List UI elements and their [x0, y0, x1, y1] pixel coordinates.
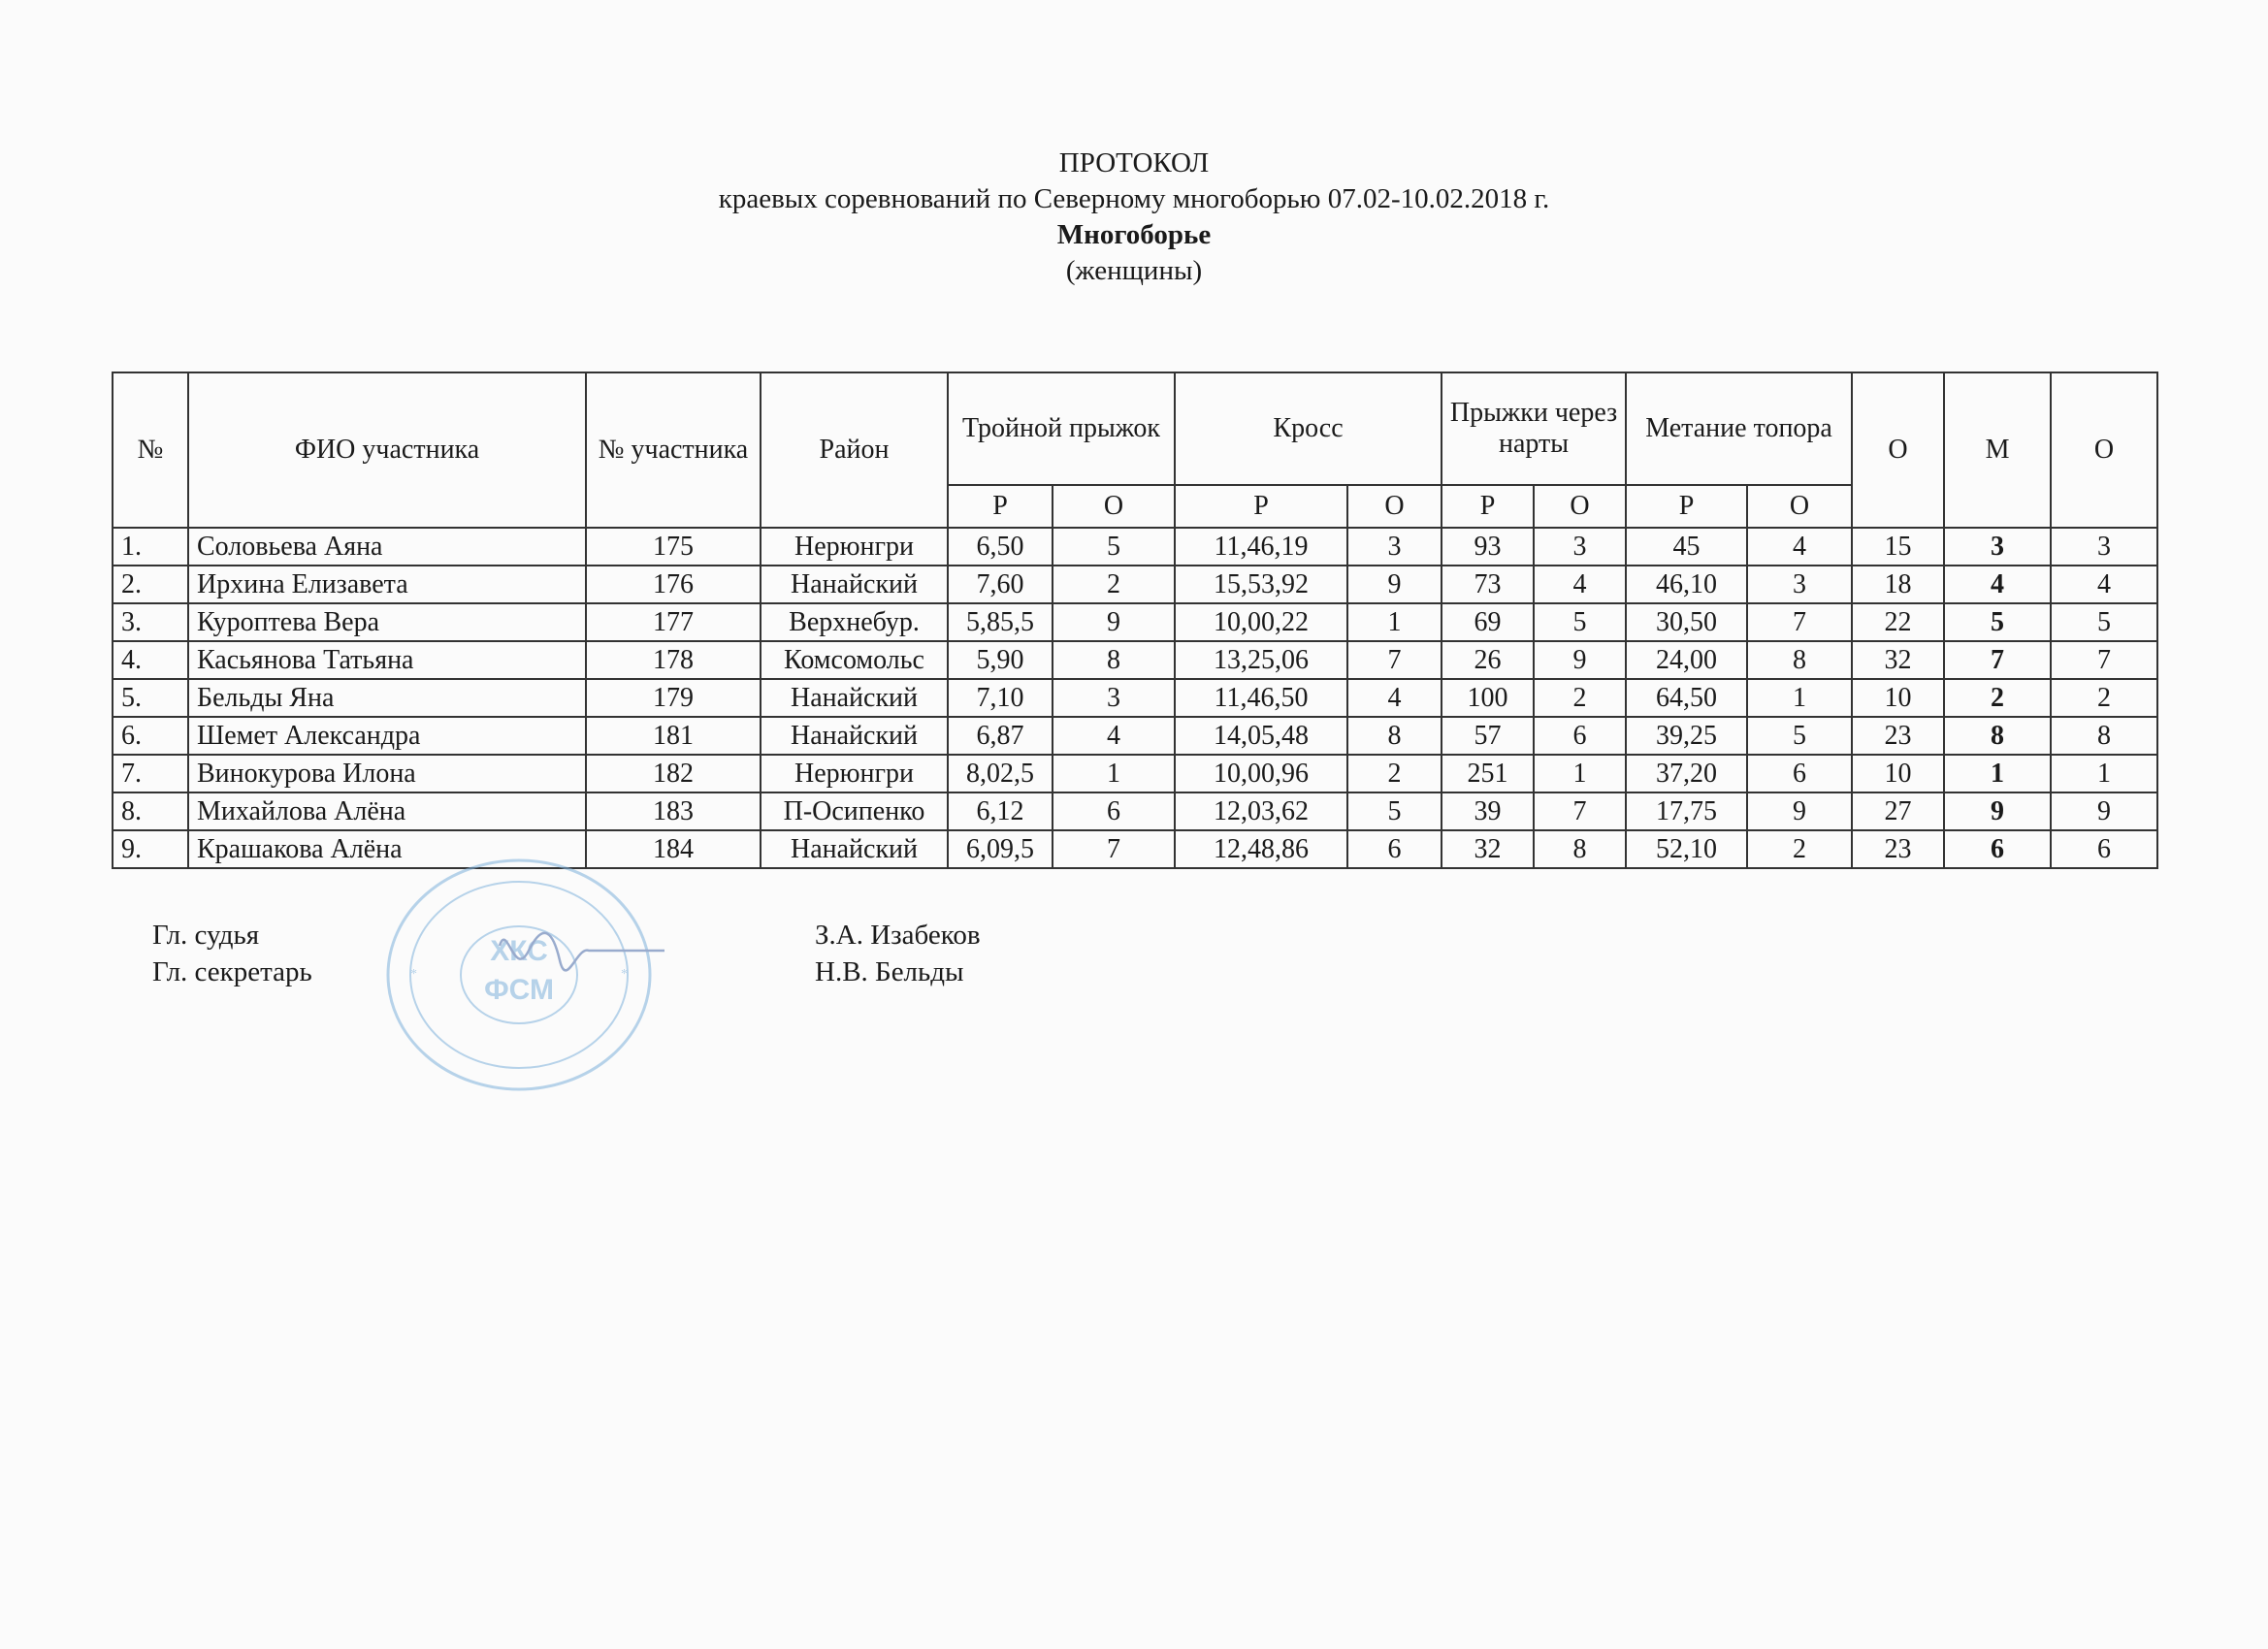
cell-final-points: 2: [2051, 679, 2157, 717]
cell-cross-points: 7: [1347, 641, 1442, 679]
cell-bib-number: 175: [586, 528, 761, 566]
cell-triple-jump-result: 6,12: [948, 792, 1053, 830]
official-stamp: [383, 854, 684, 1096]
table-row: [113, 717, 2157, 755]
cell-district: Нанайский: [761, 566, 948, 603]
svg-text:*: *: [410, 967, 417, 982]
cell-axe-throw-points: 4: [1747, 528, 1852, 566]
table-row: [113, 528, 2157, 566]
header-bib: № участника: [586, 372, 761, 528]
cell-participant-name: Касьянова Татьяна: [188, 641, 586, 679]
cell-cross-points: 2: [1347, 755, 1442, 792]
cell-participant-name: Винокурова Илона: [188, 755, 586, 792]
cell-district: Нанайский: [761, 830, 948, 868]
cell-final-points: 3: [2051, 528, 2157, 566]
cell-axe-throw-points: 1: [1747, 679, 1852, 717]
cell-cross-points: 5: [1347, 792, 1442, 830]
table-row: [113, 679, 2157, 717]
cell-final-points: 7: [2051, 641, 2157, 679]
cell-final-points: 4: [2051, 566, 2157, 603]
cell-sled-jump-points: 3: [1534, 528, 1626, 566]
cell-place: 9: [1944, 792, 2051, 830]
cell-total-points: 32: [1852, 641, 1944, 679]
cell-sled-jump-result: 57: [1442, 717, 1534, 755]
cell-row-number: 6.: [113, 717, 188, 755]
cell-final-points: 8: [2051, 717, 2157, 755]
cell-axe-throw-result: 37,20: [1626, 755, 1747, 792]
cell-place: 3: [1944, 528, 2051, 566]
cell-axe-throw-result: 45: [1626, 528, 1747, 566]
stamp-text-2: ФСМ: [484, 974, 554, 1006]
cell-place: 1: [1944, 755, 2051, 792]
cell-final-points: 9: [2051, 792, 2157, 830]
document-title: ПРОТОКОЛ: [1058, 147, 1210, 178]
cell-row-number: 1.: [113, 528, 188, 566]
cell-triple-jump-points: 9: [1053, 603, 1175, 641]
cell-cross-points: 3: [1347, 528, 1442, 566]
header-final-points: О: [2051, 372, 2157, 528]
cell-sled-jump-points: 4: [1534, 566, 1626, 603]
cell-total-points: 10: [1852, 679, 1944, 717]
stamp-text-1: ХКС: [490, 935, 548, 967]
cell-axe-throw-points: 8: [1747, 641, 1852, 679]
cell-bib-number: 179: [586, 679, 761, 717]
cell-place: 2: [1944, 679, 2051, 717]
cell-participant-name: Крашакова Алёна: [188, 830, 586, 868]
cell-sled-jump-points: 9: [1534, 641, 1626, 679]
cell-bib-number: 181: [586, 717, 761, 755]
cell-triple-jump-result: 6,09,5: [948, 830, 1053, 868]
cell-triple-jump-points: 7: [1053, 830, 1175, 868]
cell-total-points: 23: [1852, 830, 1944, 868]
cell-bib-number: 182: [586, 755, 761, 792]
subheader-result: Р: [1626, 485, 1747, 528]
cell-triple-jump-result: 7,10: [948, 679, 1053, 717]
table-row: [113, 755, 2157, 792]
cell-total-points: 10: [1852, 755, 1944, 792]
cell-bib-number: 184: [586, 830, 761, 868]
cell-axe-throw-result: 64,50: [1626, 679, 1747, 717]
cell-participant-name: Куроптева Вера: [188, 603, 586, 641]
cell-axe-throw-result: 30,50: [1626, 603, 1747, 641]
cell-sled-jump-result: 26: [1442, 641, 1534, 679]
cell-row-number: 9.: [113, 830, 188, 868]
chief-secretary-label: Гл. секретарь: [152, 956, 312, 987]
cell-cross-result: 15,53,92: [1175, 566, 1347, 603]
cell-axe-throw-points: 2: [1747, 830, 1852, 868]
cell-cross-result: 13,25,06: [1175, 641, 1347, 679]
cell-district: Нанайский: [761, 679, 948, 717]
cell-axe-throw-result: 24,00: [1626, 641, 1747, 679]
cell-cross-result: 10,00,96: [1175, 755, 1347, 792]
cell-participant-name: Шемет Александра: [188, 717, 586, 755]
subheader-result: Р: [948, 485, 1053, 528]
header-axe-throw: Метание топора: [1626, 372, 1852, 485]
header-district: Район: [761, 372, 948, 528]
cell-triple-jump-points: 3: [1053, 679, 1175, 717]
cell-triple-jump-result: 5,85,5: [948, 603, 1053, 641]
cell-axe-throw-result: 52,10: [1626, 830, 1747, 868]
cell-sled-jump-result: 100: [1442, 679, 1534, 717]
cell-row-number: 3.: [113, 603, 188, 641]
subheader-points: О: [1053, 485, 1175, 528]
cell-triple-jump-result: 6,87: [948, 717, 1053, 755]
cell-district: П-Осипенко: [761, 792, 948, 830]
cell-sled-jump-result: 251: [1442, 755, 1534, 792]
cell-final-points: 6: [2051, 830, 2157, 868]
cell-participant-name: Ирхина Елизавета: [188, 566, 586, 603]
cell-district: Комсомольс: [761, 641, 948, 679]
cell-triple-jump-points: 5: [1053, 528, 1175, 566]
subheader-points: О: [1347, 485, 1442, 528]
cell-participant-name: Михайлова Алёна: [188, 792, 586, 830]
cell-bib-number: 177: [586, 603, 761, 641]
cell-cross-points: 8: [1347, 717, 1442, 755]
cell-district: Нерюнгри: [761, 528, 948, 566]
cell-total-points: 23: [1852, 717, 1944, 755]
header-num: №: [113, 372, 188, 528]
cell-place: 4: [1944, 566, 2051, 603]
chief-secretary-name: Н.В. Бельды: [815, 956, 964, 987]
cell-axe-throw-points: 7: [1747, 603, 1852, 641]
cell-triple-jump-result: 6,50: [948, 528, 1053, 566]
chief-judge-label: Гл. судья: [152, 920, 260, 951]
header-cross: Кросс: [1175, 372, 1442, 485]
cell-participant-name: Соловьева Аяна: [188, 528, 586, 566]
cell-row-number: 5.: [113, 679, 188, 717]
header-place: М: [1944, 372, 2051, 528]
cell-participant-name: Бельды Яна: [188, 679, 586, 717]
cell-cross-points: 6: [1347, 830, 1442, 868]
cell-cross-points: 1: [1347, 603, 1442, 641]
subheader-points: О: [1534, 485, 1626, 528]
cell-axe-throw-points: 9: [1747, 792, 1852, 830]
cell-axe-throw-points: 3: [1747, 566, 1852, 603]
cell-total-points: 22: [1852, 603, 1944, 641]
header-sled-jump: Прыжки через нарты: [1442, 372, 1626, 485]
cell-axe-throw-result: 17,75: [1626, 792, 1747, 830]
cell-row-number: 8.: [113, 792, 188, 830]
cell-axe-throw-points: 5: [1747, 717, 1852, 755]
table-row: [113, 792, 2157, 830]
cell-row-number: 2.: [113, 566, 188, 603]
subheader-result: Р: [1442, 485, 1534, 528]
cell-final-points: 1: [2051, 755, 2157, 792]
results-table: [112, 372, 2158, 869]
signatures: [0, 917, 2268, 990]
cell-cross-result: 10,00,22: [1175, 603, 1347, 641]
cell-triple-jump-points: 8: [1053, 641, 1175, 679]
cell-total-points: 18: [1852, 566, 1944, 603]
cell-axe-throw-result: 46,10: [1626, 566, 1747, 603]
cell-triple-jump-points: 4: [1053, 717, 1175, 755]
table-row: [113, 641, 2157, 679]
cell-triple-jump-points: 2: [1053, 566, 1175, 603]
cell-triple-jump-points: 1: [1053, 755, 1175, 792]
cell-cross-points: 9: [1347, 566, 1442, 603]
cell-sled-jump-result: 93: [1442, 528, 1534, 566]
cell-cross-result: 12,48,86: [1175, 830, 1347, 868]
cell-sled-jump-points: 6: [1534, 717, 1626, 755]
cell-place: 7: [1944, 641, 2051, 679]
cell-sled-jump-points: 1: [1534, 755, 1626, 792]
cell-place: 8: [1944, 717, 2051, 755]
document-header: [0, 146, 2268, 289]
cell-triple-jump-result: 5,90: [948, 641, 1053, 679]
results-body: [113, 528, 2157, 868]
cell-sled-jump-result: 32: [1442, 830, 1534, 868]
cell-sled-jump-result: 69: [1442, 603, 1534, 641]
cell-district: Нерюнгри: [761, 755, 948, 792]
signature-chief-judge: [0, 917, 2268, 954]
cell-final-points: 5: [2051, 603, 2157, 641]
table-row: [113, 566, 2157, 603]
discipline-title: Многоборье: [1056, 219, 1212, 250]
cell-cross-points: 4: [1347, 679, 1442, 717]
cell-triple-jump-result: 7,60: [948, 566, 1053, 603]
cell-sled-jump-points: 7: [1534, 792, 1626, 830]
signature-chief-secretary: [0, 954, 2268, 990]
cell-row-number: 7.: [113, 755, 188, 792]
cell-cross-result: 11,46,50: [1175, 679, 1347, 717]
cell-triple-jump-result: 8,02,5: [948, 755, 1053, 792]
subheader-points: О: [1747, 485, 1852, 528]
cell-sled-jump-result: 73: [1442, 566, 1534, 603]
cell-bib-number: 178: [586, 641, 761, 679]
cell-bib-number: 176: [586, 566, 761, 603]
cell-place: 5: [1944, 603, 2051, 641]
header-triple-jump: Тройной прыжок: [948, 372, 1175, 485]
subheader-result: Р: [1175, 485, 1347, 528]
cell-cross-result: 14,05,48: [1175, 717, 1347, 755]
cell-cross-result: 11,46,19: [1175, 528, 1347, 566]
table-row: [113, 603, 2157, 641]
svg-text:*: *: [621, 967, 628, 982]
cell-bib-number: 183: [586, 792, 761, 830]
cell-total-points: 15: [1852, 528, 1944, 566]
cell-place: 6: [1944, 830, 2051, 868]
cell-triple-jump-points: 6: [1053, 792, 1175, 830]
header-total-points: О: [1852, 372, 1944, 528]
cell-row-number: 4.: [113, 641, 188, 679]
cell-sled-jump-points: 5: [1534, 603, 1626, 641]
cell-axe-throw-points: 6: [1747, 755, 1852, 792]
category-title: (женщины): [1065, 255, 1203, 286]
document-subtitle: краевых соревнований по Северному многоборью 07.02-10.02.2018 г.: [718, 183, 1550, 214]
cell-total-points: 27: [1852, 792, 1944, 830]
cell-cross-result: 12,03,62: [1175, 792, 1347, 830]
cell-district: Нанайский: [761, 717, 948, 755]
chief-judge-name: З.А. Изабеков: [815, 920, 981, 951]
cell-sled-jump-result: 39: [1442, 792, 1534, 830]
cell-sled-jump-points: 2: [1534, 679, 1626, 717]
cell-axe-throw-result: 39,25: [1626, 717, 1747, 755]
header-name: ФИО участника: [188, 372, 586, 528]
cell-sled-jump-points: 8: [1534, 830, 1626, 868]
cell-district: Верхнебур.: [761, 603, 948, 641]
